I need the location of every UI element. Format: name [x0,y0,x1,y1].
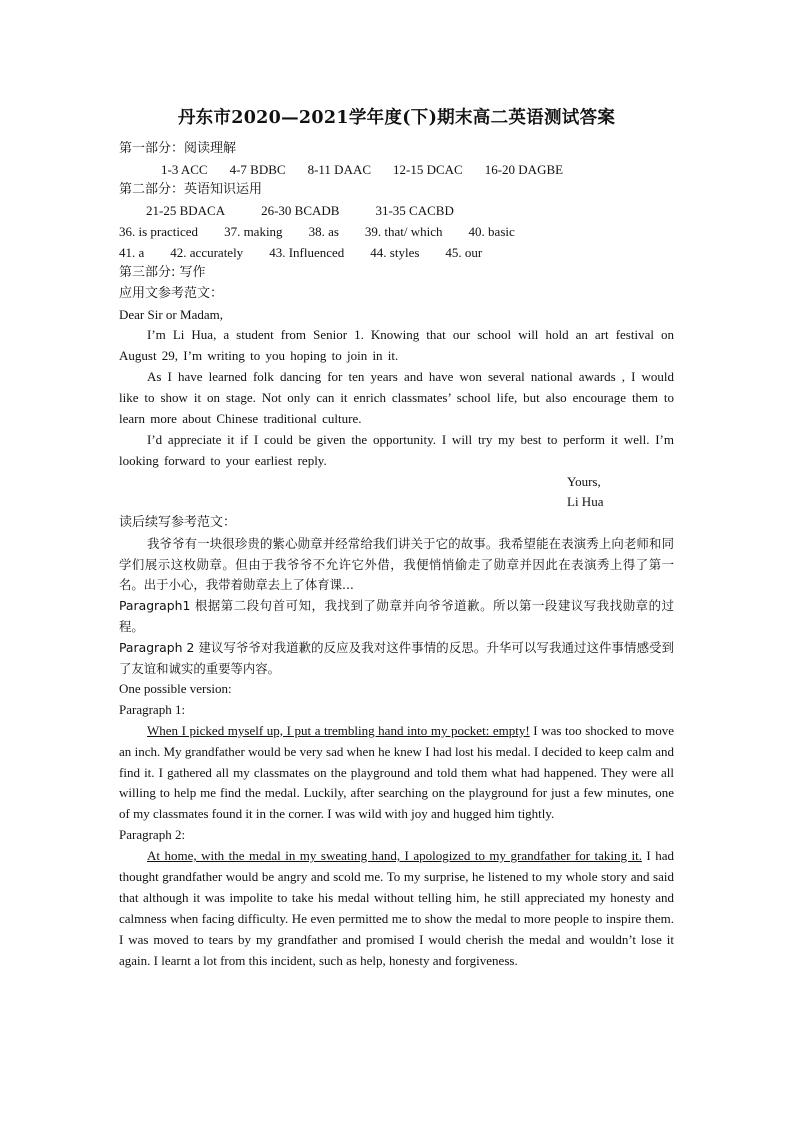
answer-group: 31-35 CACBD [375,203,454,219]
answer-item: 41. a [119,244,145,260]
letter-salutation: Dear Sir or Madam, [119,306,223,322]
answer-group: 16-20 DAGBE [484,161,564,177]
answer-item: 43. Influenced [269,244,345,260]
answer-item: 45. our [445,244,483,260]
answer-document [119,104,674,971]
paragraph1-opening-sentence: When I picked myself up, I put a trembling hand into my pocket: empty! [147,722,530,738]
continuation-summary: 我爷爷有一块很珍贵的紫心勋章并经常给我们讲关于它的故事。我希望能在表演秀上向老师和同学们展示这枚勋章。但由于我爷爷不允许它外借，我便悄悄偷走了勋章并因此在表演秀上得了第一名。出于小心，我带着勋章去上了体育课... [119,535,674,593]
answer-group: 12-15 DCAC [393,161,463,177]
page-title: 丹东市2020—2021学年度(下)期末高二英语测试答案 [177,108,616,128]
letter-signature: Li Hua [567,494,604,510]
answer-item: 40. basic [468,223,515,239]
paragraph1-body: I was too shocked to move an inch. My grandfather would be very sad when he knew I had lost his medal. I decided to keep calm and find it. I gathered all my classmates on the playground and told them what had happened. They were all willing to help me find the medal. Luckily, after searching on the playground for just a few minutes, one of my classmates found it in the corner. I was wild with joy and hugged him tightly. [119,722,674,822]
paragraph2-body: I had thought grandfather would be angry and scold me. To my surprise, he listened to my whole story and said that although it was impolite to take his medal without telling him, he still appreciated my honesty and calmness when facing difficulty. He even permitted me to show the medal to more people to inspire them. I was moved to tears by my grandfather and promised I would cherish the medal and wouldn’t lose it again. I learnt a lot from this incident, such as help, honesty and forgiveness. [119,848,674,968]
letter-closing: Yours, [567,473,601,489]
answer-item: 42. accurately [170,244,244,260]
story-paragraph-1 [119,721,674,826]
part2-answers-row3 [119,243,674,264]
part1-answers [119,160,674,181]
story-paragraph-2 [119,846,674,971]
paragraph2-note: Paragraph 2 建议写爷爷对我道歉的反应及我对这件事情的反思。升华可以写我通过这件事情感受到了友谊和诚实的重要等内容。 [119,639,674,676]
letter-paragraph-1: I’m Li Hua, a student from Senior 1. Knowing that our school will hold an art festival on August 29, I’m writing to you hoping to join in it. [119,327,674,364]
paragraph2-label: Paragraph 2: [119,827,186,843]
answer-group: 4-7 BDBC [229,161,286,177]
paragraph1-label: Paragraph 1: [119,702,186,718]
continuation-heading: 读后续写参考范文： [119,515,237,531]
letter-heading: 应用文参考范文： [119,285,224,301]
part2-answers-row2 [119,222,674,243]
paragraph1-note: Paragraph1 根据第二段句首可知，我找到了勋章并向爷爷道歉。所以第一段建议写我找勋章的过程。 [119,598,674,634]
answer-group: 8-11 DAAC [307,161,372,177]
answer-item: 38. as [308,223,339,239]
paragraph2-opening-sentence: At home, with the medal in my sweating hand, I apologized to my grandfather for taking it. [147,848,642,863]
part3-heading: 第三部分: 写作 [119,265,206,281]
answer-item: 39. that/ which [364,223,443,239]
answer-group: 21-25 BDACA [146,203,226,219]
version-label: One possible version: [119,681,232,697]
letter-paragraph-3: I’d appreciate it if I could be given the opportunity. I will try my best to perform it well. I’m looking forward to your earliest reply. [119,431,674,468]
answer-item: 37. making [224,223,283,239]
part2-answers-row1 [119,201,674,222]
part1-heading: 第一部分：阅读理解 [119,141,237,156]
letter-paragraph-2: As I have learned folk dancing for ten years and have won several national awards , I would like to show it on stage. Not only can it enrich classmates’ school life, but also encourage them to learn more about Chinese traditional culture. [119,369,674,426]
part2-heading: 第二部分：英语知识运用 [119,182,263,198]
answer-item: 36. is practiced [119,223,199,239]
answer-group: 26-30 BCADB [261,203,340,219]
answer-item: 44. styles [370,244,420,260]
answer-group: 1-3 ACC [161,161,208,177]
